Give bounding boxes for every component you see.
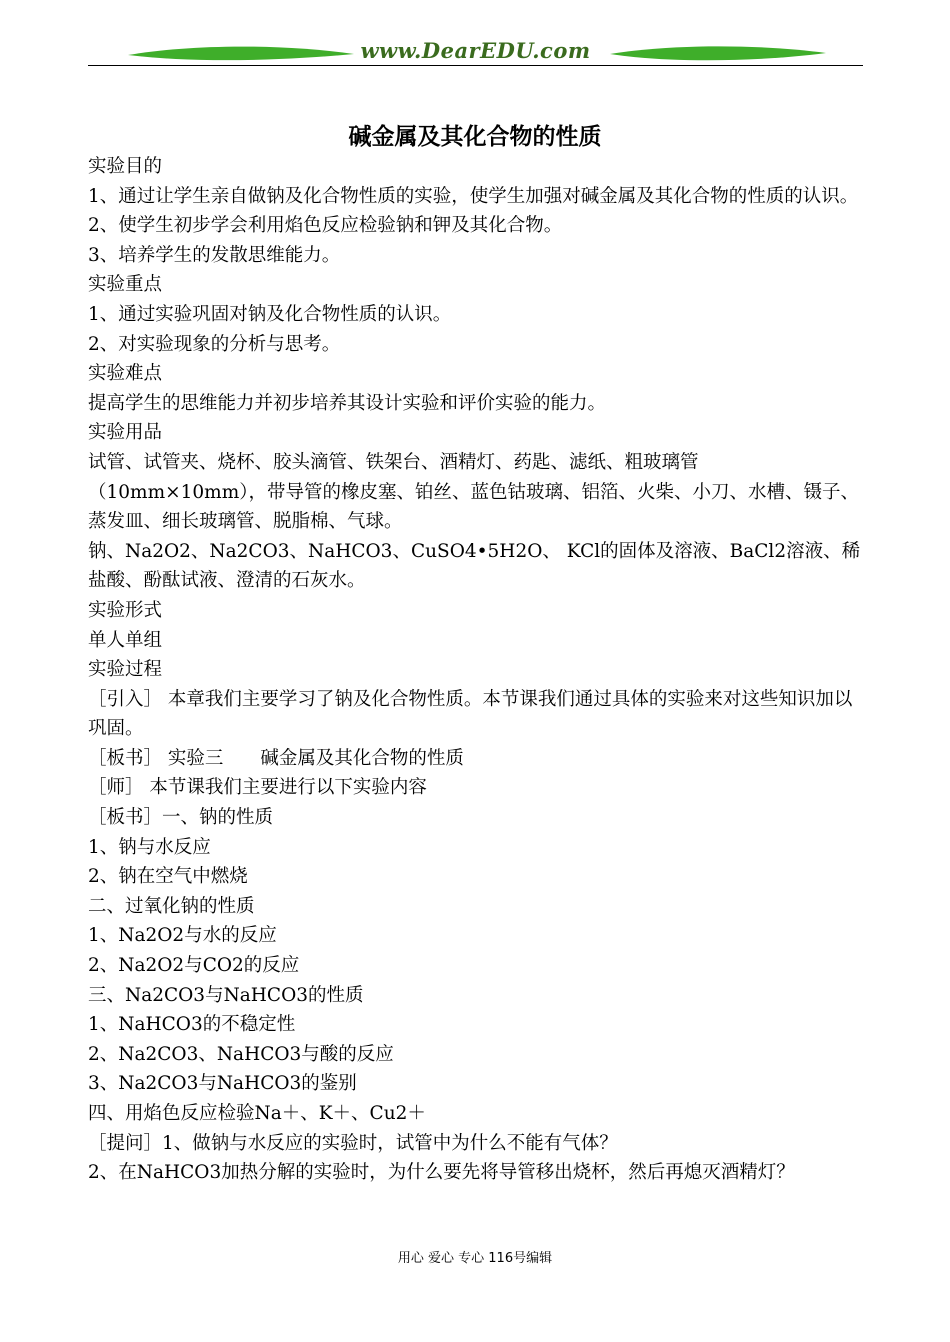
- header-rule: [88, 65, 863, 66]
- text-line: 1、通过实验巩固对钠及化合物性质的认识。: [88, 303, 452, 325]
- text-line: 实验形式: [88, 599, 163, 621]
- text-line: 二、过氧化钠的性质: [88, 895, 255, 917]
- text-line: 1、钠与水反应: [88, 836, 211, 858]
- text-line: 3、培养学生的发散思维能力。: [88, 244, 341, 266]
- text-line: 2、Na2O2与CO2的反应: [88, 955, 300, 977]
- text-line: ［提问］1、做钠与水反应的实验时，试管中为什么不能有气体？: [88, 1132, 618, 1154]
- text-line: 2、对实验现象的分析与思考。: [88, 333, 341, 355]
- text-line: 三、Na2CO3与NaHCO3的性质: [88, 984, 364, 1006]
- text-line: 1、NaHCO3的不稳定性: [88, 1014, 296, 1036]
- text-line: 2、使学生初步学会利用焰色反应检验钠和钾及其化合物。: [88, 215, 563, 237]
- document-body: [88, 152, 868, 1188]
- text-line: 2、Na2CO3、NaHCO3与酸的反应: [88, 1043, 394, 1065]
- text-line: 实验难点: [88, 363, 163, 385]
- text-line: 实验重点: [88, 274, 163, 296]
- text-line: 1、Na2O2与水的反应: [88, 925, 277, 947]
- text-line: 四、用焰色反应检验Na＋、K＋、Cu2＋: [88, 1103, 426, 1124]
- text-line: ［板书］ 实验三 碱金属及其化合物的性质: [88, 747, 464, 769]
- text-line: 3、Na2CO3与NaHCO3的鉴别: [88, 1073, 357, 1095]
- text-line: 实验目的: [88, 156, 163, 177]
- text-line: ［师］ 本节课我们主要进行以下实验内容: [88, 777, 427, 799]
- text-line: 2、钠在空气中燃烧: [88, 866, 248, 888]
- text-line: ［引入］ 本章我们主要学习了钠及化合物性质。本节课我们通过具体的实验来对这些知识加以巩固。: [88, 688, 853, 740]
- text-line: 钠、Na2O2、Na2CO3、NaHCO3、CuSO4•5H2O、 KCl的固体及溶液、BaCl2溶液、稀盐酸、酚酞试液、澄清的石灰水。: [88, 540, 861, 592]
- site-name: www.DearEDU.com: [360, 38, 591, 63]
- page-footer: 用心 爱心 专心 116号编辑: [397, 1251, 553, 1266]
- text-line: 2、在NaHCO3加热分解的实验时，为什么要先将导管移出烧杯，然后再熄灭酒精灯？: [88, 1162, 795, 1184]
- text-line: 1、通过让学生亲自做钠及化合物性质的实验，使学生加强对碱金属及其化合物的性质的认识。: [88, 185, 859, 207]
- text-line: 单人单组: [88, 629, 163, 651]
- text-line: 实验用品: [88, 422, 163, 444]
- text-line: ［板书］一、钠的性质: [88, 807, 274, 829]
- text-line: 实验过程: [88, 659, 163, 681]
- page-header: [88, 40, 863, 68]
- text-line: 试管、试管夹、烧杯、胶头滴管、铁架台、酒精灯、药匙、滤纸、粗玻璃管（10mm×10mm），带导管的橡皮塞、铂丝、蓝色钴玻璃、铝箔、火柴、小刀、水槽、镊子、蒸发皿、细长玻璃管、脱脂棉、气球。: [88, 451, 860, 533]
- text-line: 提高学生的思维能力并初步培养其设计实验和评价实验的能力。: [88, 392, 607, 414]
- document-title: 碱金属及其化合物的性质: [348, 124, 602, 150]
